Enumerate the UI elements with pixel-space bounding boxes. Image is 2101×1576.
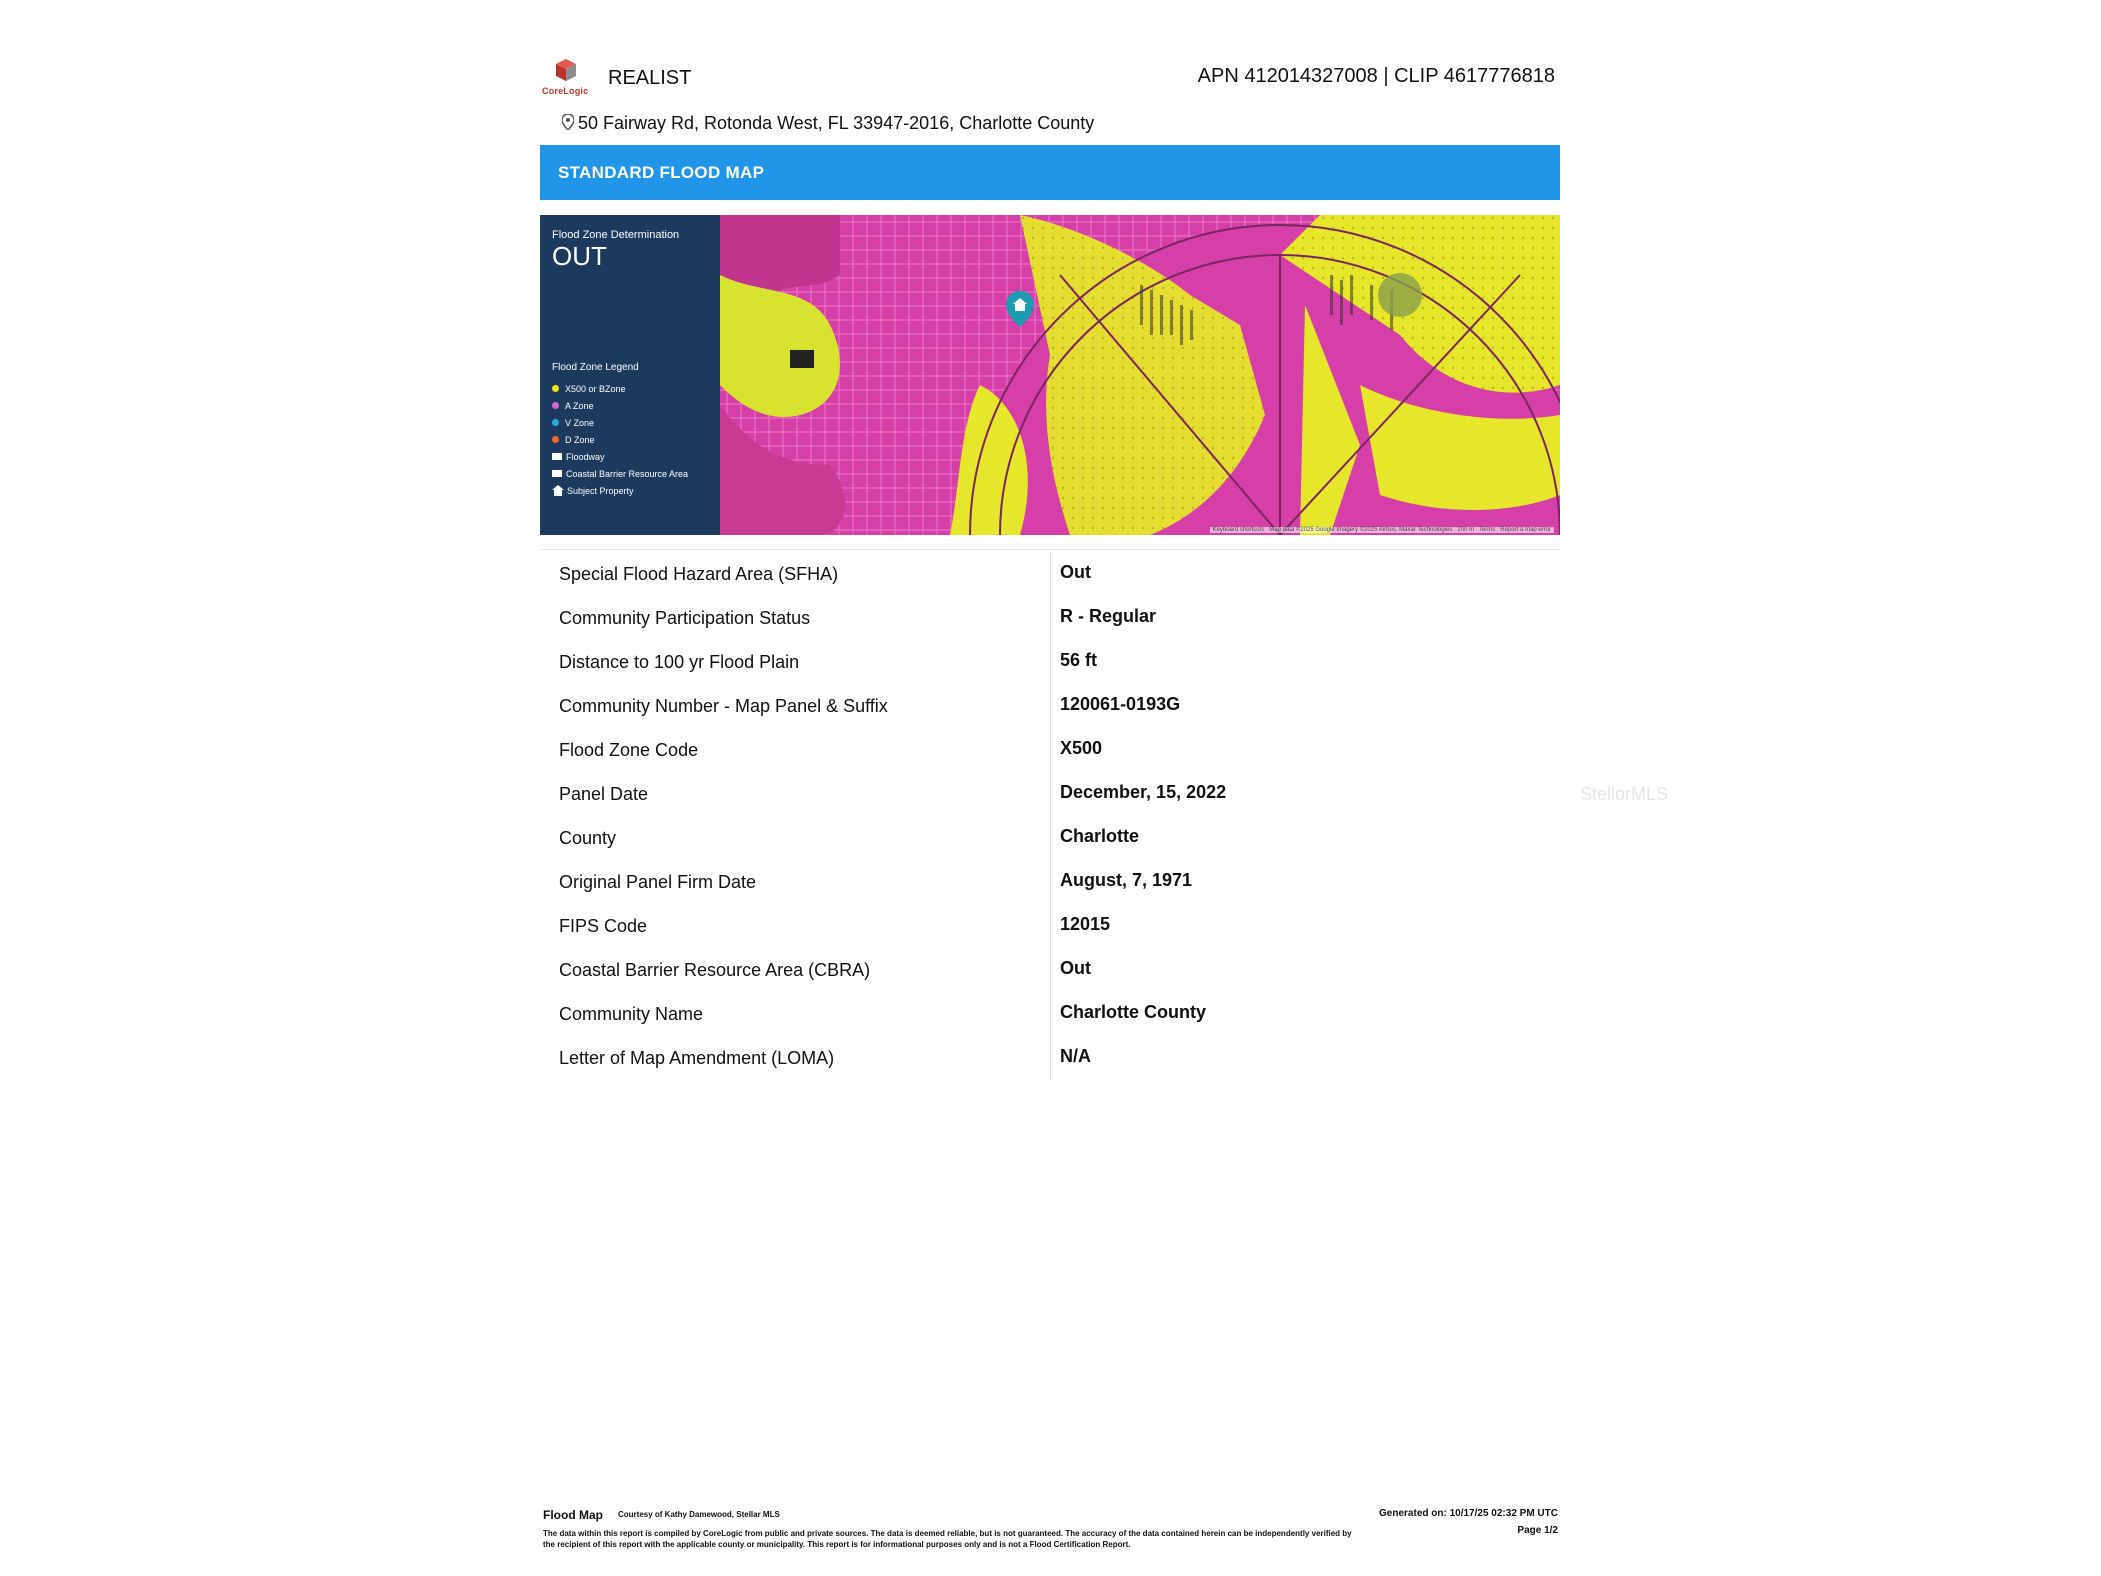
page-number: Page 1/2 <box>1517 1525 1558 1536</box>
row-label: Community Participation Status <box>559 608 811 628</box>
table-row <box>540 904 1560 948</box>
row-label: Letter of Map Amendment (LOMA) <box>559 1048 835 1068</box>
row-label: Flood Zone Code <box>559 740 699 760</box>
legend-item: A Zone <box>552 397 688 414</box>
flood-zone-legend <box>552 380 688 499</box>
banner-title: STANDARD FLOOD MAP <box>558 163 765 182</box>
report-footer <box>540 1508 1560 1548</box>
row-value: December, 15, 2022 <box>1060 782 1227 802</box>
row-label: Original Panel Firm Date <box>559 872 757 892</box>
generated-timestamp: Generated on: 10/17/25 02:32 PM UTC <box>1379 1508 1558 1519</box>
d-zone-dot-icon <box>552 436 559 443</box>
table-row <box>540 640 1560 684</box>
address-text: 50 Fairway Rd, Rotonda West, FL 33947-2016, Charlotte County <box>578 113 1095 133</box>
map-side-panel <box>540 215 720 535</box>
row-label: FIPS Code <box>559 916 648 936</box>
x500-dot-icon <box>552 385 559 392</box>
row-label: Community Number - Map Panel & Suffix <box>559 696 888 716</box>
footer-courtesy: Courtesy of Kathy Damewood, Stellar MLS <box>618 1510 780 1519</box>
cbra-square-icon <box>552 470 562 477</box>
table-row <box>540 860 1560 904</box>
row-label: Coastal Barrier Resource Area (CBRA) <box>559 960 871 980</box>
row-value: Out <box>1060 958 1091 978</box>
determination-value: OUT <box>552 241 607 271</box>
report-page <box>540 55 1560 1555</box>
mls-watermark: StellorMLS <box>1580 784 1669 804</box>
section-banner <box>540 145 1560 200</box>
row-label: Distance to 100 yr Flood Plain <box>559 652 800 672</box>
legend-item: Subject Property <box>552 482 688 499</box>
table-row <box>540 728 1560 772</box>
legend-item: X500 or BZone <box>552 380 688 397</box>
legend-item: Coastal Barrier Resource Area <box>552 465 688 482</box>
flood-map <box>540 215 1560 535</box>
footer-title: Flood Map <box>543 1508 603 1522</box>
logo-text: CoreLogic <box>542 86 589 96</box>
row-value: Out <box>1060 562 1091 582</box>
table-row <box>540 772 1560 816</box>
determination-label: Flood Zone Determination <box>552 229 680 241</box>
table-row <box>540 948 1560 992</box>
corelogic-logo <box>542 59 590 101</box>
table-row <box>540 816 1560 860</box>
row-label: Community Name <box>559 1004 704 1024</box>
legend-title: Flood Zone Legend <box>552 362 639 373</box>
cube-icon <box>556 59 576 81</box>
apn-clip-ids: APN 412014327008 | CLIP 4617776818 <box>1197 65 1555 87</box>
table-row <box>540 552 1560 596</box>
legend-item: Floodway <box>552 448 688 465</box>
row-label: Special Flood Hazard Area (SFHA) <box>559 564 839 584</box>
floodway-square-icon <box>552 453 562 460</box>
table-row <box>540 1036 1560 1080</box>
table-row <box>540 596 1560 640</box>
row-value: August, 7, 1971 <box>1060 870 1193 890</box>
map-pin-icon <box>562 114 574 130</box>
legend-item: V Zone <box>552 414 688 431</box>
row-value: 120061-0193G <box>1060 694 1181 714</box>
row-value: N/A <box>1060 1046 1091 1066</box>
house-icon <box>552 485 564 496</box>
table-row <box>540 992 1560 1036</box>
row-value: 12015 <box>1060 914 1111 934</box>
legend-item: D Zone <box>552 431 688 448</box>
property-address <box>562 113 1094 134</box>
flood-details-table <box>540 552 1560 1080</box>
row-value: R - Regular <box>1060 606 1157 626</box>
row-value: 56 ft <box>1060 650 1098 670</box>
row-label: Panel Date <box>559 784 649 804</box>
row-value: Charlotte <box>1060 826 1140 846</box>
row-label: County <box>559 828 617 848</box>
v-zone-dot-icon <box>552 419 559 426</box>
flood-zone-map-image <box>720 215 1560 535</box>
row-value: X500 <box>1060 738 1103 758</box>
brand-name: REALIST <box>608 67 692 89</box>
footer-disclaimer: The data within this report is compiled by CoreLogic from public and private sources. The data is deemed reliable, but is not guaranteed. The accuracy of the data contained herein can be independently verified by the recipient of this report with the applicable county or municipality. This report is for informational purposes only and is not a Flood Certification Report. <box>543 1529 1352 1549</box>
table-row <box>540 684 1560 728</box>
a-zone-dot-icon <box>552 402 559 409</box>
table-top-rule <box>540 549 1560 550</box>
map-credits: Keyboard shortcuts Map data ©2025 Google Imagery ©2025 Airbus, Maxar Technologies 200 m Terms Report a map error <box>1210 527 1554 533</box>
row-value: Charlotte County <box>1060 1002 1206 1022</box>
report-header <box>540 55 1560 115</box>
